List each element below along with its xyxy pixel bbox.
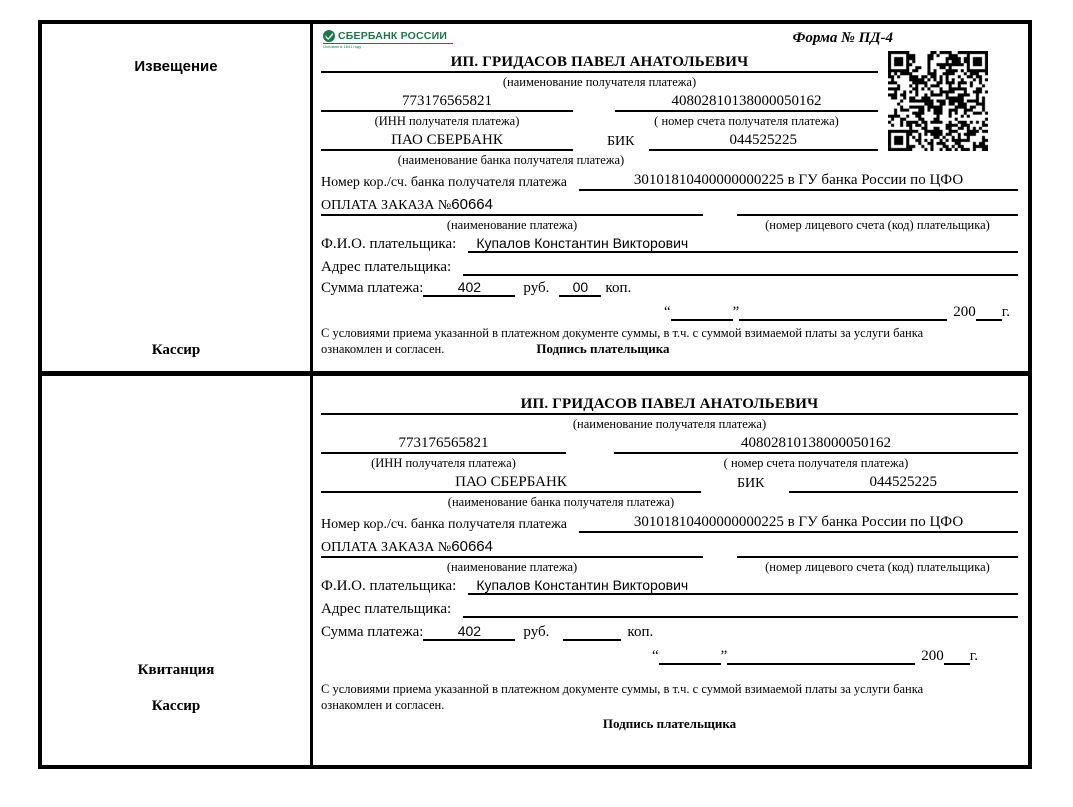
corr-value: 30101810400000000225 в ГУ банка России по ЦФО xyxy=(579,172,1018,191)
payer-name: Купалов Константин Викторович xyxy=(468,235,1018,253)
payee-name-2: ИП. ГРИДАСОВ ПАВЕЛ АНАТОЛЬЕВИЧ xyxy=(321,396,1018,415)
corr-account-row-2 xyxy=(321,514,1018,533)
terms-line2-row xyxy=(321,341,1018,357)
cashier-label-top: Кассир xyxy=(151,342,201,358)
purpose-hints-row-2 xyxy=(321,560,1018,575)
date-day-blank xyxy=(671,301,733,321)
purpose-row-2 xyxy=(321,538,1018,558)
payee-name: ИП. ГРИДАСОВ ПАВЕЛ АНАТОЛЬЕВИЧ xyxy=(321,54,878,73)
purpose-number-2: 60664 xyxy=(451,538,493,555)
amount-rub: 402 xyxy=(423,279,515,297)
year-blank-2 xyxy=(944,645,970,665)
address-blank xyxy=(463,256,1018,276)
payer-label: Ф.И.О. плательщика: xyxy=(321,236,457,252)
form-number: Форма № ПД-4 xyxy=(792,30,893,46)
notice-section xyxy=(42,24,1028,376)
form-table xyxy=(38,20,1032,769)
notice-content xyxy=(313,24,1028,371)
payer-name-2: Купалов Константин Викторович xyxy=(468,577,1018,595)
bik-value: 044525225 xyxy=(649,132,879,151)
amount-rub-2: 402 xyxy=(423,623,515,641)
inn-hint-2: (ИНН получателя платежа) xyxy=(371,456,516,470)
payer-row-2 xyxy=(321,577,1018,595)
notice-stub-cell xyxy=(42,24,313,371)
payer-row xyxy=(321,235,1018,253)
signature-label-bottom: Подпись плательщика xyxy=(602,716,737,731)
quote-open-2: “ xyxy=(651,648,659,664)
personal-account-blank xyxy=(737,196,1018,216)
date-row-2 xyxy=(321,645,1018,665)
year-blank xyxy=(976,301,1002,321)
address-label-2: Адрес плательщика: xyxy=(321,601,452,617)
quote-close-2: ” xyxy=(720,648,728,664)
account-hint-2: ( номер счета получателя платежа) xyxy=(723,456,909,470)
bank-bik-row xyxy=(321,132,878,151)
sberbank-logo xyxy=(323,30,453,49)
receipt-stub-cell xyxy=(42,376,313,765)
corr-label: Номер кор./сч. банка получателя платежа xyxy=(321,175,567,190)
kop-label-2: коп. xyxy=(627,624,654,640)
year-suffix: г. xyxy=(1001,304,1010,320)
inn-account-hints-2 xyxy=(321,456,1018,471)
amount-kop: 00 xyxy=(559,279,601,297)
sberbank-logo-text: СБЕРБАНК РОССИИ xyxy=(338,30,448,42)
date-day-blank-2 xyxy=(659,645,721,665)
year-suffix-2: г. xyxy=(969,648,978,664)
rub-label: руб. xyxy=(523,280,550,296)
payer-label-2: Ф.И.О. плательщика: xyxy=(321,578,457,594)
inn-account-row xyxy=(321,93,878,112)
purpose-hint-2: (наименование платежа) xyxy=(446,560,578,574)
year-prefix-2: 200 xyxy=(921,648,944,664)
inn-account-hints xyxy=(321,114,878,129)
bik-label-2: БИК xyxy=(737,476,765,491)
personal-account-blank-2 xyxy=(737,538,1018,558)
receipt-content xyxy=(313,376,1028,765)
bank-bik-row-2 xyxy=(321,474,1018,493)
qr-code xyxy=(888,51,988,151)
kop-label: коп. xyxy=(605,280,632,296)
amount-label: Сумма платежа: xyxy=(321,280,424,296)
payee-inn: 773176565821 xyxy=(321,93,573,112)
purpose-value-2 xyxy=(321,538,703,558)
terms-line2-2: ознакомлен и согласен. xyxy=(321,698,445,712)
purpose-value xyxy=(321,196,703,216)
account-hint: ( номер счета получателя платежа) xyxy=(654,114,839,128)
sberbank-logo-tagline: Основан в 1841 году xyxy=(323,44,362,49)
sberbank-logo-icon xyxy=(323,30,335,42)
date-month-blank xyxy=(739,301,947,321)
year-prefix: 200 xyxy=(953,304,976,320)
payee-hint: (наименование получателя платежа) xyxy=(502,75,697,89)
address-row xyxy=(321,256,1018,276)
personal-account-hint-2: (номер лицевого счета (код) плательщика) xyxy=(765,560,990,574)
payee-account-2: 40802810138000050162 xyxy=(614,435,1018,454)
purpose-prefix-2: ОПЛАТА ЗАКАЗА № xyxy=(321,540,452,555)
rub-label-2: руб. xyxy=(523,624,550,640)
quote-close: ” xyxy=(732,304,740,320)
bik-value-2: 044525225 xyxy=(789,474,1019,493)
receipt-label: Квитанция xyxy=(137,662,215,678)
date-month-blank-2 xyxy=(727,645,915,665)
payee-account: 40802810138000050162 xyxy=(615,93,878,112)
corr-account-row xyxy=(321,172,1018,191)
bank-hint-2: (наименование банка получателя платежа) xyxy=(447,495,675,509)
address-label: Адрес плательщика: xyxy=(321,259,452,275)
corr-label-2: Номер кор./сч. банка получателя платежа xyxy=(321,517,567,532)
purpose-hint: (наименование платежа) xyxy=(446,218,578,232)
terms-line1: С условиями приема указанной в платежном документе суммы, в т.ч. с суммой взимаемой платы за услуги банка xyxy=(321,326,924,340)
notice-label: Извещение xyxy=(134,58,218,75)
inn-account-row-2 xyxy=(321,435,1018,454)
terms-line1-2: С условиями приема указанной в платежном документе суммы, в т.ч. с суммой взимаемой платы за услуги банка xyxy=(321,682,924,696)
personal-account-hint: (номер лицевого счета (код) плательщика) xyxy=(765,218,990,232)
bank-name: ПАО СБЕРБАНК xyxy=(321,132,573,151)
purpose-row xyxy=(321,196,1018,216)
cashier-label-bottom: Кассир xyxy=(151,698,201,714)
amount-kop-2 xyxy=(563,621,621,641)
purpose-number: 60664 xyxy=(451,196,493,213)
date-row xyxy=(321,301,1018,321)
bank-name-2: ПАО СБЕРБАНК xyxy=(321,474,701,493)
bik-label: БИК xyxy=(607,134,635,149)
terms-line2: ознакомлен и согласен. xyxy=(321,342,445,356)
inn-hint: (ИНН получателя платежа) xyxy=(374,114,520,128)
receipt-section xyxy=(42,376,1028,765)
payee-inn-2: 773176565821 xyxy=(321,435,566,454)
amount-row-2 xyxy=(321,621,1018,641)
quote-open: “ xyxy=(663,304,671,320)
purpose-prefix: ОПЛАТА ЗАКАЗА № xyxy=(321,198,452,213)
corr-value-2: 30101810400000000225 в ГУ банка России по ЦФО xyxy=(579,514,1018,533)
payee-hint-2: (наименование получателя платежа) xyxy=(572,417,767,431)
address-row-2 xyxy=(321,598,1018,618)
purpose-hints-row xyxy=(321,218,1018,233)
amount-row xyxy=(321,279,1018,297)
address-blank-2 xyxy=(463,598,1018,618)
amount-label-2: Сумма платежа: xyxy=(321,624,424,640)
signature-label-top: Подпись плательщика xyxy=(536,341,670,356)
bank-hint: (наименование банка получателя платежа) xyxy=(397,153,625,167)
